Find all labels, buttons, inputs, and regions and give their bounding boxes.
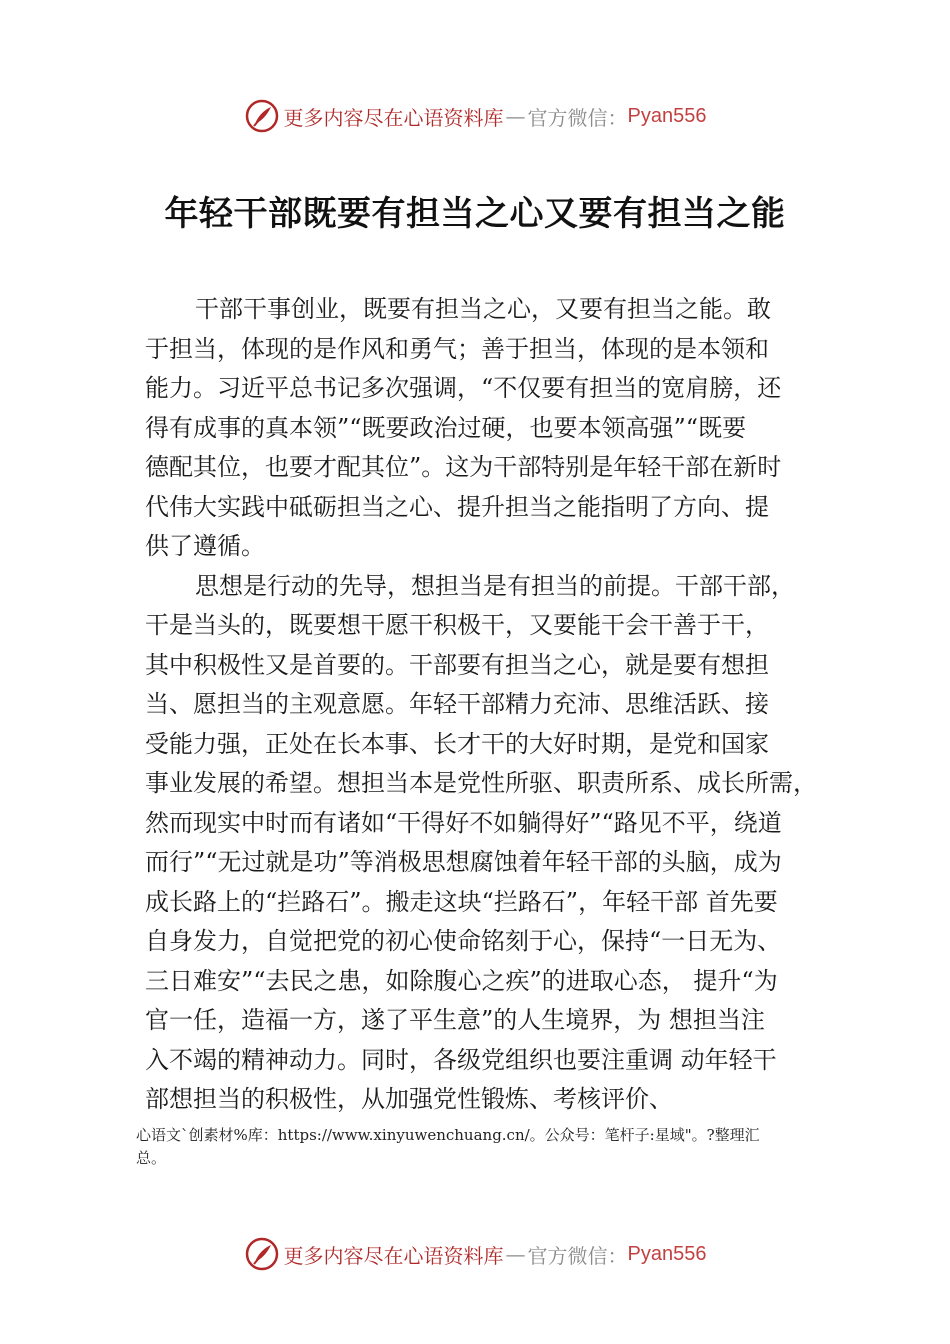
banner-wechat-id: Pyan556 [627,1242,707,1265]
text-line: 受能力强，正处在长本事、长才干的大好时期，是党和国家 [145,729,769,758]
article-body [145,290,845,1120]
text-line: 思想是行动的先导，想担当是有担当的前提。干部干部， [195,571,795,600]
text-line: 供了遵循。 [145,532,265,560]
text-line: 事业发展的希望。想担当本是党性所驱、职责所系、成长所需， [145,769,817,797]
text-line: 干部干事创业，既要有担当之心，又要有担当之能。敢 [195,295,771,323]
text-line: 能力。习近平总书记多次强调，“不仅要有担当的宽肩膀，还 [145,374,782,402]
text-line: 当、愿担当的主观意愿。年轻干部精力充沛、思维活跃、接 [145,690,769,718]
text-line: 得有成事的真本领”“既要政治过硬，也要本领高强”“既要 [145,413,747,442]
quill-logo-icon [244,1236,280,1272]
banner-wechat-label: 官方微信： [527,105,628,130]
banner-main-text: 更多内容尽在心语资料库 [283,1243,504,1268]
text-line: 三日难安”“去民之患，如除腹心之疾”的进取心态， 提升“为 [145,966,778,995]
text-line: 入不竭的精神动力。同时，各级党组织也要注重调 动年轻干 [145,1045,777,1074]
text-line: 代伟大实践中砥砺担当之心、提升担当之能指明了方向、提 [145,492,769,521]
text-line: 官一任，造福一方，遂了平生意”的人生境界，为 想担当注 [145,1006,765,1034]
banner-separator: — [505,1242,526,1266]
footer-banner [0,1234,950,1274]
footnote-line: 总。 [136,1149,167,1167]
banner-wechat-label: 官方微信： [527,1243,628,1268]
text-line: 成长路上的“拦路石”。搬走这块“拦路石”，年轻干部 首先要 [145,887,778,916]
paragraph-1 [145,290,845,567]
banner-wechat-id: Pyan556 [627,104,707,127]
document-title: 年轻干部既要有担当之心又要有担当之能 [164,194,786,234]
source-footnote [136,1124,836,1170]
banner-separator: — [505,104,526,128]
text-line: 自身发力，自觉把党的初心使命铭刻于心，保持“一日无为、 [145,927,782,955]
text-line: 干是当头的，既要想干愿干积极干，又要能干会干善于干， [145,611,769,639]
banner-main-text: 更多内容尽在心语资料库 [283,105,504,130]
text-line: 部想担当的积极性，从加强党性锻炼、考核评价、 [145,1085,673,1113]
quill-logo-icon [244,98,280,134]
paragraph-2 [145,567,845,1120]
text-line: 于担当，体现的是作风和勇气；善于担当，体现的是本领和 [145,334,769,363]
text-line: 其中积极性又是首要的。干部要有担当之心，就是要有想担 [145,650,769,679]
text-line: 德配其位，也要才配其位”。这为干部特别是年轻干部在新时 [145,453,782,481]
text-line: 而行”“无过就是功”等消极思想腐蚀着年轻干部的头脑，成为 [145,848,782,876]
footnote-line: 心语文`创素材%库：https://www.xinyuwenchuang.cn/。公众号：笔杆子:星域"。?整理汇 [136,1126,760,1144]
header-banner [0,96,950,136]
text-line: 然而现实中时而有诸如“干得好不如躺得好”“路见不平，绕道 [145,808,782,837]
